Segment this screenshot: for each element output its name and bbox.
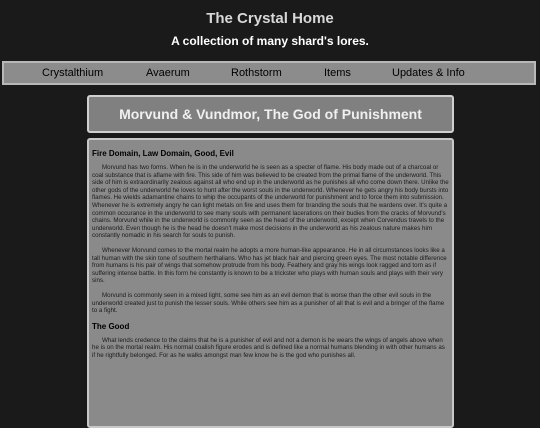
nav-item-updates-info[interactable]: Updates & Info <box>392 67 465 79</box>
nav-item-items[interactable]: Items <box>324 67 351 79</box>
site-subtitle: A collection of many shard's lores. <box>171 34 369 48</box>
domains-heading: Fire Domain, Law Domain, Good, Evil <box>92 149 234 158</box>
nav-bar <box>2 61 536 85</box>
nav-item-avaerum[interactable]: Avaerum <box>146 67 190 79</box>
paragraph: Morvund is commonly seen in a mixed light, some see him as an evil demon that is worse than the other evil souls in the underworld created just to punish the lesser souls. While others see him as a punisher of all that is evil and a bringer of the flame to a fight. <box>92 291 445 315</box>
site-title: The Crystal Home <box>206 10 334 27</box>
good-heading: The Good <box>92 321 130 331</box>
nav-item-crystalthium[interactable]: Crystalthium <box>42 67 104 79</box>
paragraph: Morvund has two forms. When he is in the underworld he is seen as a specter of flame. His body made out of a charcoal or coal substance that is aflame with fire. This side of him was believed to be created from the primal flame of the underworld. This side of him is extraordinarily zealous against all who end up in the underworld as he punishes all who come down there. Unlike the other gods of the underworld he loves to hunt after the worst souls in the underworld. Whenever he gets angry his body bursts into flames. He wields adamantine chains to whip the occupants of the underworld for punishment and to force them into submission. Whenever he is extremely angry he can light metals on fire and uses them for branding the souls that he wardens over. It's quite a common occurance in the underworld to see many souls with permanent lacerations on their budies from the cracks of Morvund's chains. Morvund while in the underworld is commonly seen as the head of the underworld, except when Corvendus travels to the underworld. Even though he is the head he doesn't make most decisions in the underworld as his zealous nature makes him constantly nomadic in his search for souls to punish. <box>92 164 449 240</box>
site-header <box>0 0 540 52</box>
paragraph: What lends credence to the claims that he is a punisher of evil and not a demon is he wears the wings of angels above when he is on the mortal realm. His normal coalish figure erodes and is defined like a normal humans blending in with other humans as if he rightfully belonged. For as he walks amongst man few know he is the god who punishes all. <box>92 336 445 359</box>
page-title: Morvund & Vundmor, The God of Punishment <box>119 106 422 122</box>
content-box <box>87 138 454 428</box>
page-title-box <box>87 95 454 133</box>
paragraph: Whenever Morvund comes to the mortal realm he adopts a more human-like appearance. He in all circumstances looks like a tall human with the skin tone of southern herthalians. Who has jet black hair and piercing green eyes. The most notable difference from humans is his pair of wings that somehow protrude from his body. Feathery and gray his wings look ragged and torn as if suffering intense battle. In this form he constantly is known to be a trickster who plays with human souls and plays with their very sins. <box>92 246 447 285</box>
nav-item-rothstorm[interactable]: Rothstorm <box>231 67 282 79</box>
